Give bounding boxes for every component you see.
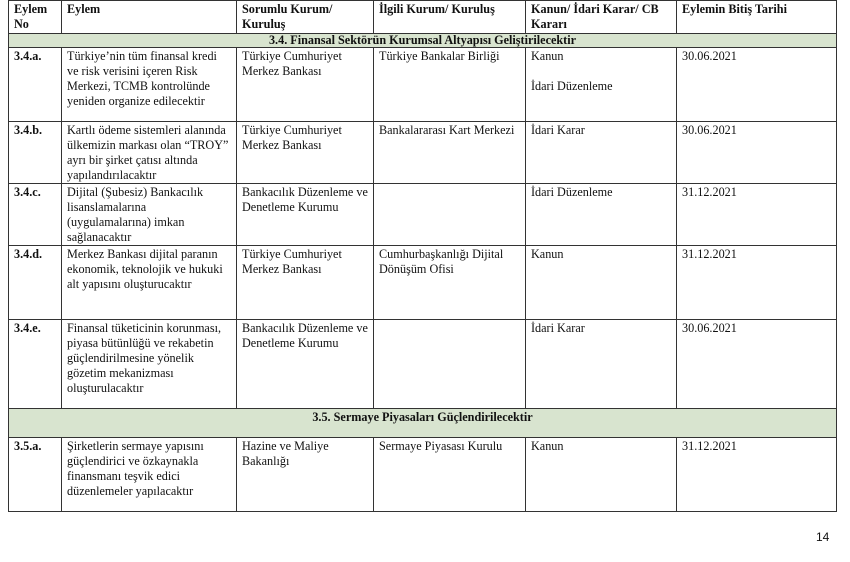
- action-text: Dijital (Şubesiz) Bankacılık lisanslamalarına (uygulamalarına) imkan sağlanacaktır: [62, 184, 237, 246]
- related-institution: Bankalararası Kart Merkezi: [374, 122, 526, 184]
- deadline: 31.12.2021: [677, 438, 837, 512]
- action-text: Kartlı ödeme sistemleri alanında ülkemizin markası olan “TROY” ayrı bir şirket çatısı altında yapılandırılacaktır: [62, 122, 237, 184]
- law-type: İdari Karar: [526, 320, 677, 409]
- action-plan-table: [8, 0, 837, 512]
- table-row: [9, 320, 837, 409]
- header-deadline: Eylemin Bitiş Tarihi: [677, 1, 837, 34]
- header-law: Kanun/ İdari Karar/ CB Kararı: [526, 1, 677, 34]
- action-no: 3.5.a.: [9, 438, 62, 512]
- responsible-institution: Hazine ve Maliye Bakanlığı: [237, 438, 374, 512]
- responsible-institution: Türkiye Cumhuriyet Merkez Bankası: [237, 48, 374, 122]
- law-type: [526, 48, 677, 122]
- section-title: 3.4. Finansal Sektörün Kurumsal Altyapısı Geliştirilecektir: [9, 34, 837, 48]
- deadline: 30.06.2021: [677, 320, 837, 409]
- action-no: 3.4.d.: [9, 246, 62, 320]
- deadline: 30.06.2021: [677, 122, 837, 184]
- law-type: İdari Karar: [526, 122, 677, 184]
- section-title: 3.5. Sermaye Piyasaları Güçlendirilecektir: [9, 409, 837, 438]
- table-row: [9, 184, 837, 246]
- header-row: [9, 1, 837, 34]
- section-row: [9, 34, 837, 48]
- deadline: 30.06.2021: [677, 48, 837, 122]
- table-row: [9, 48, 837, 122]
- law-type-line: Kanun: [531, 49, 564, 63]
- action-no: 3.4.b.: [9, 122, 62, 184]
- action-text: Türkiye’nin tüm finansal kredi ve risk verisini içeren Risk Merkezi, TCMB kontrolünde yeniden organize edilecektir: [62, 48, 237, 122]
- page-number: 14: [816, 530, 830, 544]
- table-row: [9, 246, 837, 320]
- deadline: 31.12.2021: [677, 246, 837, 320]
- responsible-institution: Türkiye Cumhuriyet Merkez Bankası: [237, 246, 374, 320]
- action-no: 3.4.a.: [9, 48, 62, 122]
- header-responsible: Sorumlu Kurum/ Kuruluş: [237, 1, 374, 34]
- law-type: İdari Düzenleme: [526, 184, 677, 246]
- header-related: İlgili Kurum/ Kuruluş: [374, 1, 526, 34]
- law-type: Kanun: [526, 438, 677, 512]
- related-institution: Cumhurbaşkanlığı Dijital Dönüşüm Ofisi: [374, 246, 526, 320]
- related-institution: Sermaye Piyasası Kurulu: [374, 438, 526, 512]
- law-type: Kanun: [526, 246, 677, 320]
- header-action: Eylem: [62, 1, 237, 34]
- action-text: Merkez Bankası dijital paranın ekonomik, teknolojik ve hukuki alt yapısını oluşturucaktır: [62, 246, 237, 320]
- action-text: Şirketlerin sermaye yapısını güçlendirici ve özkaynakla finansmanı teşvik edici düzenlemeler yapılacaktır: [62, 438, 237, 512]
- header-action-no: Eylem No: [9, 1, 62, 34]
- related-institution: [374, 184, 526, 246]
- table-row: [9, 438, 837, 512]
- law-type-line: İdari Düzenleme: [531, 79, 613, 93]
- responsible-institution: Bankacılık Düzenleme ve Denetleme Kurumu: [237, 184, 374, 246]
- deadline: 31.12.2021: [677, 184, 837, 246]
- table-row: [9, 122, 837, 184]
- action-no: 3.4.e.: [9, 320, 62, 409]
- related-institution: Türkiye Bankalar Birliği: [374, 48, 526, 122]
- action-text: Finansal tüketicinin korunması, piyasa bütünlüğü ve rekabetin güçlendirilmesine yönelik gözetim mekanizması oluşturulacaktır: [62, 320, 237, 409]
- section-row: [9, 409, 837, 438]
- responsible-institution: Bankacılık Düzenleme ve Denetleme Kurumu: [237, 320, 374, 409]
- responsible-institution: Türkiye Cumhuriyet Merkez Bankası: [237, 122, 374, 184]
- spacer: [531, 64, 671, 79]
- related-institution: [374, 320, 526, 409]
- action-no: 3.4.c.: [9, 184, 62, 246]
